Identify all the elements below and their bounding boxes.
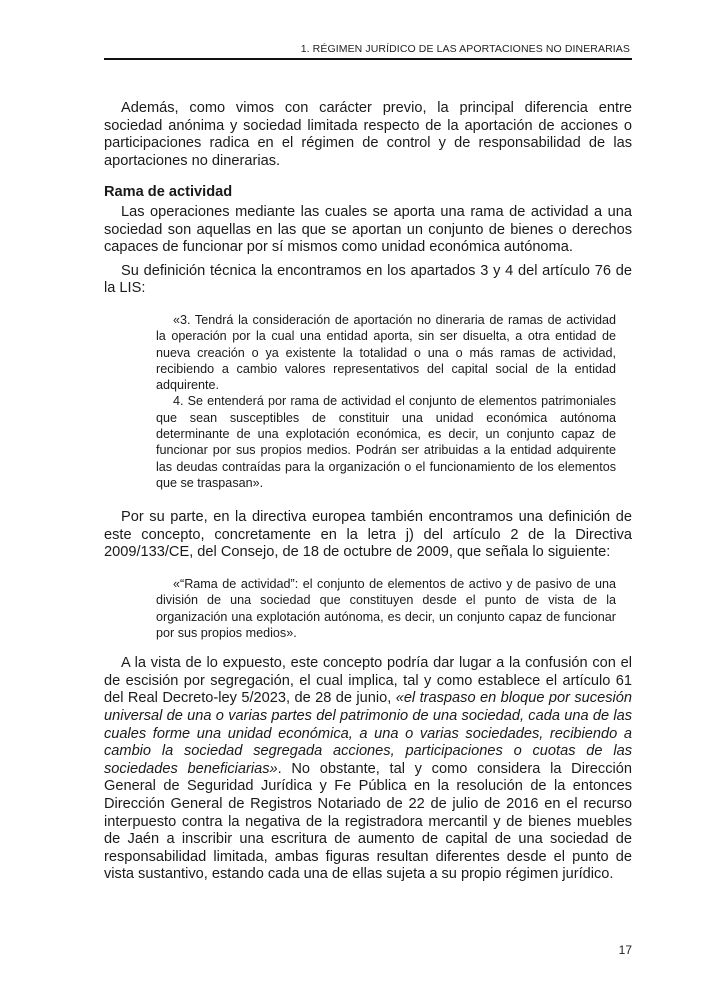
section-heading-rama-de-actividad: Rama de actividad [104,184,233,201]
spacer [104,298,632,312]
paragraph-rama-definition: Las operaciones mediante las cuales se aporta una rama de actividad a una sociedad son aquellas en las que se aportan un conjunto de bienes o derechos capaces de funcionar por sí mismos como unidad económica autónoma. [104,203,632,256]
quote-lis-point-3: «3. Tendrá la consideración de aportación no dineraria de ramas de actividad la operación por la cual una entidad aporta, sin ser disuelta, a otra entidad de nueva creación o ya existente la totalidad o una o más ramas de actividad, recibiendo a cambio valores representativos del capital social de la entidad adquirente. [156,312,616,393]
spacer [104,641,632,655]
running-header: 1. RÉGIMEN JURÍDICO DE LAS APORTACIONES NO DINERARIAS [300,43,630,55]
spacer [104,491,632,509]
page-number: 17 [618,943,632,957]
page-body [104,100,632,884]
block-quote-directive [156,576,616,641]
paragraph-directive-reference: Por su parte, en la directiva europea también encontramos una definición de este concepto, concretamente en la letra j) del artículo 2 de la Directiva 2009/133/CE, del Consejo, de 18 de octubre de 2009, que señala lo siguiente: [104,509,632,561]
paragraph-escision-comparison [104,655,632,884]
paragraph-escision-italic-quote: «el traspaso en bloque por sucesión universal de una o varias partes del patrimonio de una sociedad, cada una de las cuales forme una unidad económica, a una o varias sociedades, recibiendo a cambio la sociedad segregada acciones, participaciones o cuotas de las sociedades beneficiarias» [104,690,632,777]
paragraph-intro: Además, como vimos con carácter previo, la principal diferencia entre sociedad anónima y sociedad limitada respecto de la aportación de acciones o participaciones radica en el régimen de control y de responsabilidad de las aportaciones no dinerarias. [104,100,632,169]
paragraph-lis-reference: Su definición técnica la encontramos en los apartados 3 y 4 del artículo 76 de la LIS: [104,262,632,297]
spacer [104,562,632,576]
quote-directive: «“Rama de actividad”: el conjunto de elementos de activo y de pasivo de una división de una sociedad que constituyen desde el punto de vista de la organización una explotación autónoma, es decir, un conjunto capaz de funcionar por sus propios medios». [156,576,616,640]
block-quote-lis [156,312,616,491]
header-rule [104,58,632,60]
paragraph-escision-start: A la vista de lo expuesto, este concepto podría dar lugar a la confusión con el de escisión por segregación, el cual implica, tal y como establece el artículo 61 del Real Decreto-ley 5/2023, de 28 de junio, [104,655,632,707]
paragraph-escision-end: . No obstante, tal y como considera la Dirección General de Seguridad Jurídica y Fe Pública en la resolución de la entonces Dirección General de Registros Notariado de 22 de julio de 2016 en el recurso interpuesto contra la negativa de la registradora mercantil y de bienes muebles de Jaén a inscribir una escritura de aumento de capital de una sociedad de responsabilidad limitada, ambas figuras resultan diferentes desde el punto de vista sustantivo, estando cada una de ellas sujeta a su propio régimen jurídico. [104,760,632,883]
quote-lis-point-4: 4. Se entenderá por rama de actividad el conjunto de elementos patrimoniales que sean susceptibles de constituir una unidad económica autónoma determinante de una explotación económica, es decir, un conjunto capaz de funcionar por sus propios medios. Podrán ser atribuidas a la entidad adquirente las deudas contraídas para la organización o el funcionamiento de los elementos que se traspasan». [156,394,616,490]
